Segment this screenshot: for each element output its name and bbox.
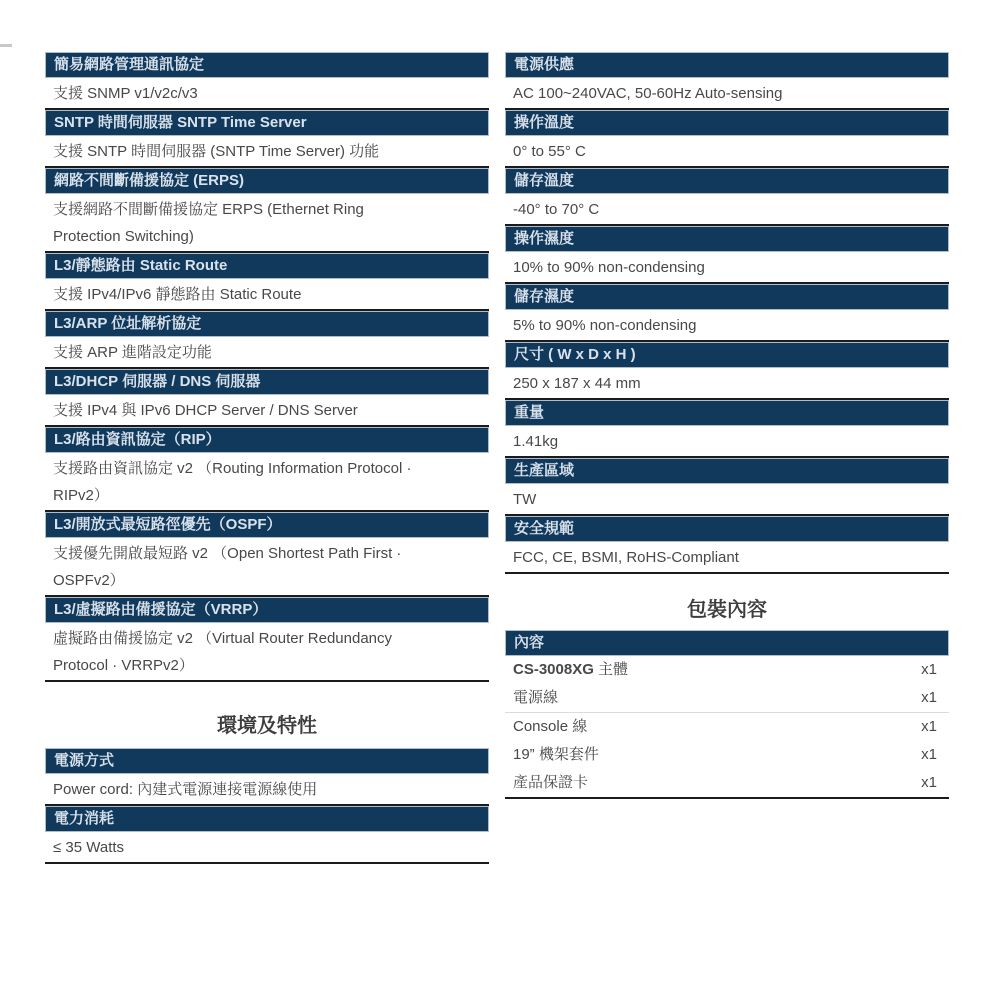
- spec-section-power-method: [45, 748, 489, 806]
- spec-header-operating-temp: 操作溫度: [505, 110, 949, 136]
- spec-section-operating-temp: [505, 110, 949, 168]
- package-item-name: [513, 771, 588, 795]
- package-table-header: 內容: [505, 630, 949, 656]
- spec-header-operating-humidity: 操作濕度: [505, 226, 949, 252]
- package-item: [505, 769, 949, 797]
- spec-value-line: Protocol · VRRPv2）: [53, 657, 194, 674]
- spec-header-power-supply: 電源供應: [505, 52, 949, 78]
- package-contents-table: [505, 630, 949, 799]
- spec-value-static-route: [45, 279, 489, 311]
- spec-header-sntp: SNTP 時間伺服器 SNTP Time Server: [45, 110, 489, 136]
- spec-value-operating-humidity: [505, 252, 949, 284]
- spec-value-power-supply: [505, 78, 949, 110]
- package-item-label: 19” 機架套件: [513, 746, 599, 763]
- spec-value-erps: [45, 194, 489, 253]
- spec-section-weight: [505, 400, 949, 458]
- spec-header-erps: 網路不間斷備援協定 (ERPS): [45, 168, 489, 194]
- spec-header-vrrp: L3/虛擬路由備援協定（VRRP）: [45, 597, 489, 623]
- spec-header-storage-humidity: 儲存濕度: [505, 284, 949, 310]
- spec-section-arp: [45, 311, 489, 369]
- spec-value-line: 10% to 90% non-condensing: [513, 259, 705, 276]
- spec-value-line: 虛擬路由備援協定 v2 （Virtual Router Redundancy: [53, 630, 393, 647]
- package-item-qty: x1: [921, 774, 937, 791]
- spec-section-snmp: [45, 52, 489, 110]
- spec-header-power-consumption: 電力消耗: [45, 806, 489, 832]
- spec-value-line: OSPFv2）: [53, 572, 125, 589]
- spec-value-line: RIPv2）: [53, 487, 109, 504]
- spec-header-dhcp-dns: L3/DHCP 伺服器 / DNS 伺服器: [45, 369, 489, 395]
- spec-header-arp: L3/ARP 位址解析協定: [45, 311, 489, 337]
- spec-value-line: TW: [513, 491, 537, 508]
- spec-value-line: 0° to 55° C: [513, 143, 586, 160]
- spec-header-static-route: L3/靜態路由 Static Route: [45, 253, 489, 279]
- spec-section-dimensions: [505, 342, 949, 400]
- package-item-qty: x1: [921, 718, 937, 735]
- spec-section-power-consumption: [45, 806, 489, 864]
- package-item-label: 產品保證卡: [513, 774, 589, 791]
- package-item: [505, 741, 949, 769]
- page-edge-mark: [0, 44, 12, 47]
- spec-value-dimensions: [505, 368, 949, 400]
- right-column: [505, 52, 949, 799]
- spec-value-line: 支援 IPv4/IPv6 靜態路由 Static Route: [53, 286, 302, 303]
- spec-header-dimensions: 尺寸 ( W x D x H ): [505, 342, 949, 368]
- package-item-qty: x1: [921, 689, 937, 706]
- spec-section-storage-humidity: [505, 284, 949, 342]
- spec-section-erps: [45, 168, 489, 253]
- spec-header-snmp: 簡易網路管理通訊協定: [45, 52, 489, 78]
- package-item-label: Console 線: [513, 718, 588, 735]
- spec-value-line: AC 100~240VAC, 50-60Hz Auto-sensing: [513, 85, 783, 102]
- spec-value-sntp: [45, 136, 489, 168]
- package-item-name: [513, 686, 558, 710]
- spec-section-production-area: [505, 458, 949, 516]
- spec-value-line: 1.41kg: [513, 433, 559, 450]
- spec-header-production-area: 生產區域: [505, 458, 949, 484]
- package-item-label: 主體: [593, 661, 629, 678]
- left-column: [45, 52, 489, 864]
- package-item-name: [513, 658, 628, 682]
- spec-value-line: 支援 SNTP 時間伺服器 (SNTP Time Server) 功能: [53, 143, 380, 160]
- package-item: [505, 684, 949, 713]
- spec-value-power-method: [45, 774, 489, 806]
- spec-header-power-method: 電源方式: [45, 748, 489, 774]
- spec-value-arp: [45, 337, 489, 369]
- spec-section-rip: [45, 427, 489, 512]
- spec-value-line: ≤ 35 Watts: [53, 839, 125, 856]
- spec-section-storage-temp: [505, 168, 949, 226]
- package-item-label: 電源線: [513, 689, 559, 706]
- package-item-name: [513, 715, 587, 739]
- spec-value-safety: [505, 542, 949, 574]
- spec-section-operating-humidity: [505, 226, 949, 284]
- spec-value-line: 支援網路不間斷備援協定 ERPS (Ethernet Ring: [53, 201, 364, 218]
- spec-value-line: 支援 IPv4 與 IPv6 DHCP Server / DNS Server: [53, 402, 358, 419]
- spec-value-ospf: [45, 538, 489, 597]
- section-title-environment: 環境及特性: [217, 715, 317, 737]
- section-title-package-contents: 包裝內容: [687, 599, 767, 621]
- spec-value-power-consumption: [45, 832, 489, 864]
- spec-header-safety: 安全規範: [505, 516, 949, 542]
- spec-header-weight: 重量: [505, 400, 949, 426]
- spec-value-weight: [505, 426, 949, 458]
- spec-section-power-supply: [505, 52, 949, 110]
- spec-section-dhcp-dns: [45, 369, 489, 427]
- spec-value-line: 支援 ARP 進階設定功能: [53, 344, 212, 361]
- spec-value-rip: [45, 453, 489, 512]
- spec-value-line: Protection Switching): [53, 228, 194, 245]
- spec-section-safety: [505, 516, 949, 574]
- spec-value-production-area: [505, 484, 949, 516]
- spec-value-line: -40° to 70° C: [513, 201, 600, 218]
- package-item-name: [513, 743, 599, 767]
- spec-section-sntp: [45, 110, 489, 168]
- package-item: [505, 713, 949, 741]
- spec-value-line: 250 x 187 x 44 mm: [513, 375, 641, 392]
- package-item-qty: x1: [921, 746, 937, 763]
- spec-section-ospf: [45, 512, 489, 597]
- spec-value-line: 支援優先開啟最短路 v2 （Open Shortest Path First ·: [53, 545, 402, 562]
- spec-value-line: FCC, CE, BSMI, RoHS-Compliant: [513, 549, 739, 566]
- spec-value-storage-humidity: [505, 310, 949, 342]
- package-item-model: CS-3008XG: [513, 661, 594, 678]
- spec-value-line: 支援路由資訊協定 v2 （Routing Information Protocol ·: [53, 460, 412, 477]
- spec-value-vrrp: [45, 623, 489, 682]
- spec-value-line: Power cord: 內建式電源連接電源線使用: [53, 781, 318, 798]
- spec-section-vrrp: [45, 597, 489, 682]
- spec-header-storage-temp: 儲存溫度: [505, 168, 949, 194]
- spec-value-storage-temp: [505, 194, 949, 226]
- spec-value-dhcp-dns: [45, 395, 489, 427]
- spec-header-ospf: L3/開放式最短路徑優先（OSPF）: [45, 512, 489, 538]
- spec-value-line: 5% to 90% non-condensing: [513, 317, 697, 334]
- spec-section-static-route: [45, 253, 489, 311]
- spec-value-line: 支援 SNMP v1/v2c/v3: [53, 85, 198, 102]
- spec-value-snmp: [45, 78, 489, 110]
- spec-header-rip: L3/路由資訊協定（RIP）: [45, 427, 489, 453]
- package-item-qty: x1: [921, 661, 937, 678]
- package-item: [505, 656, 949, 684]
- spec-value-operating-temp: [505, 136, 949, 168]
